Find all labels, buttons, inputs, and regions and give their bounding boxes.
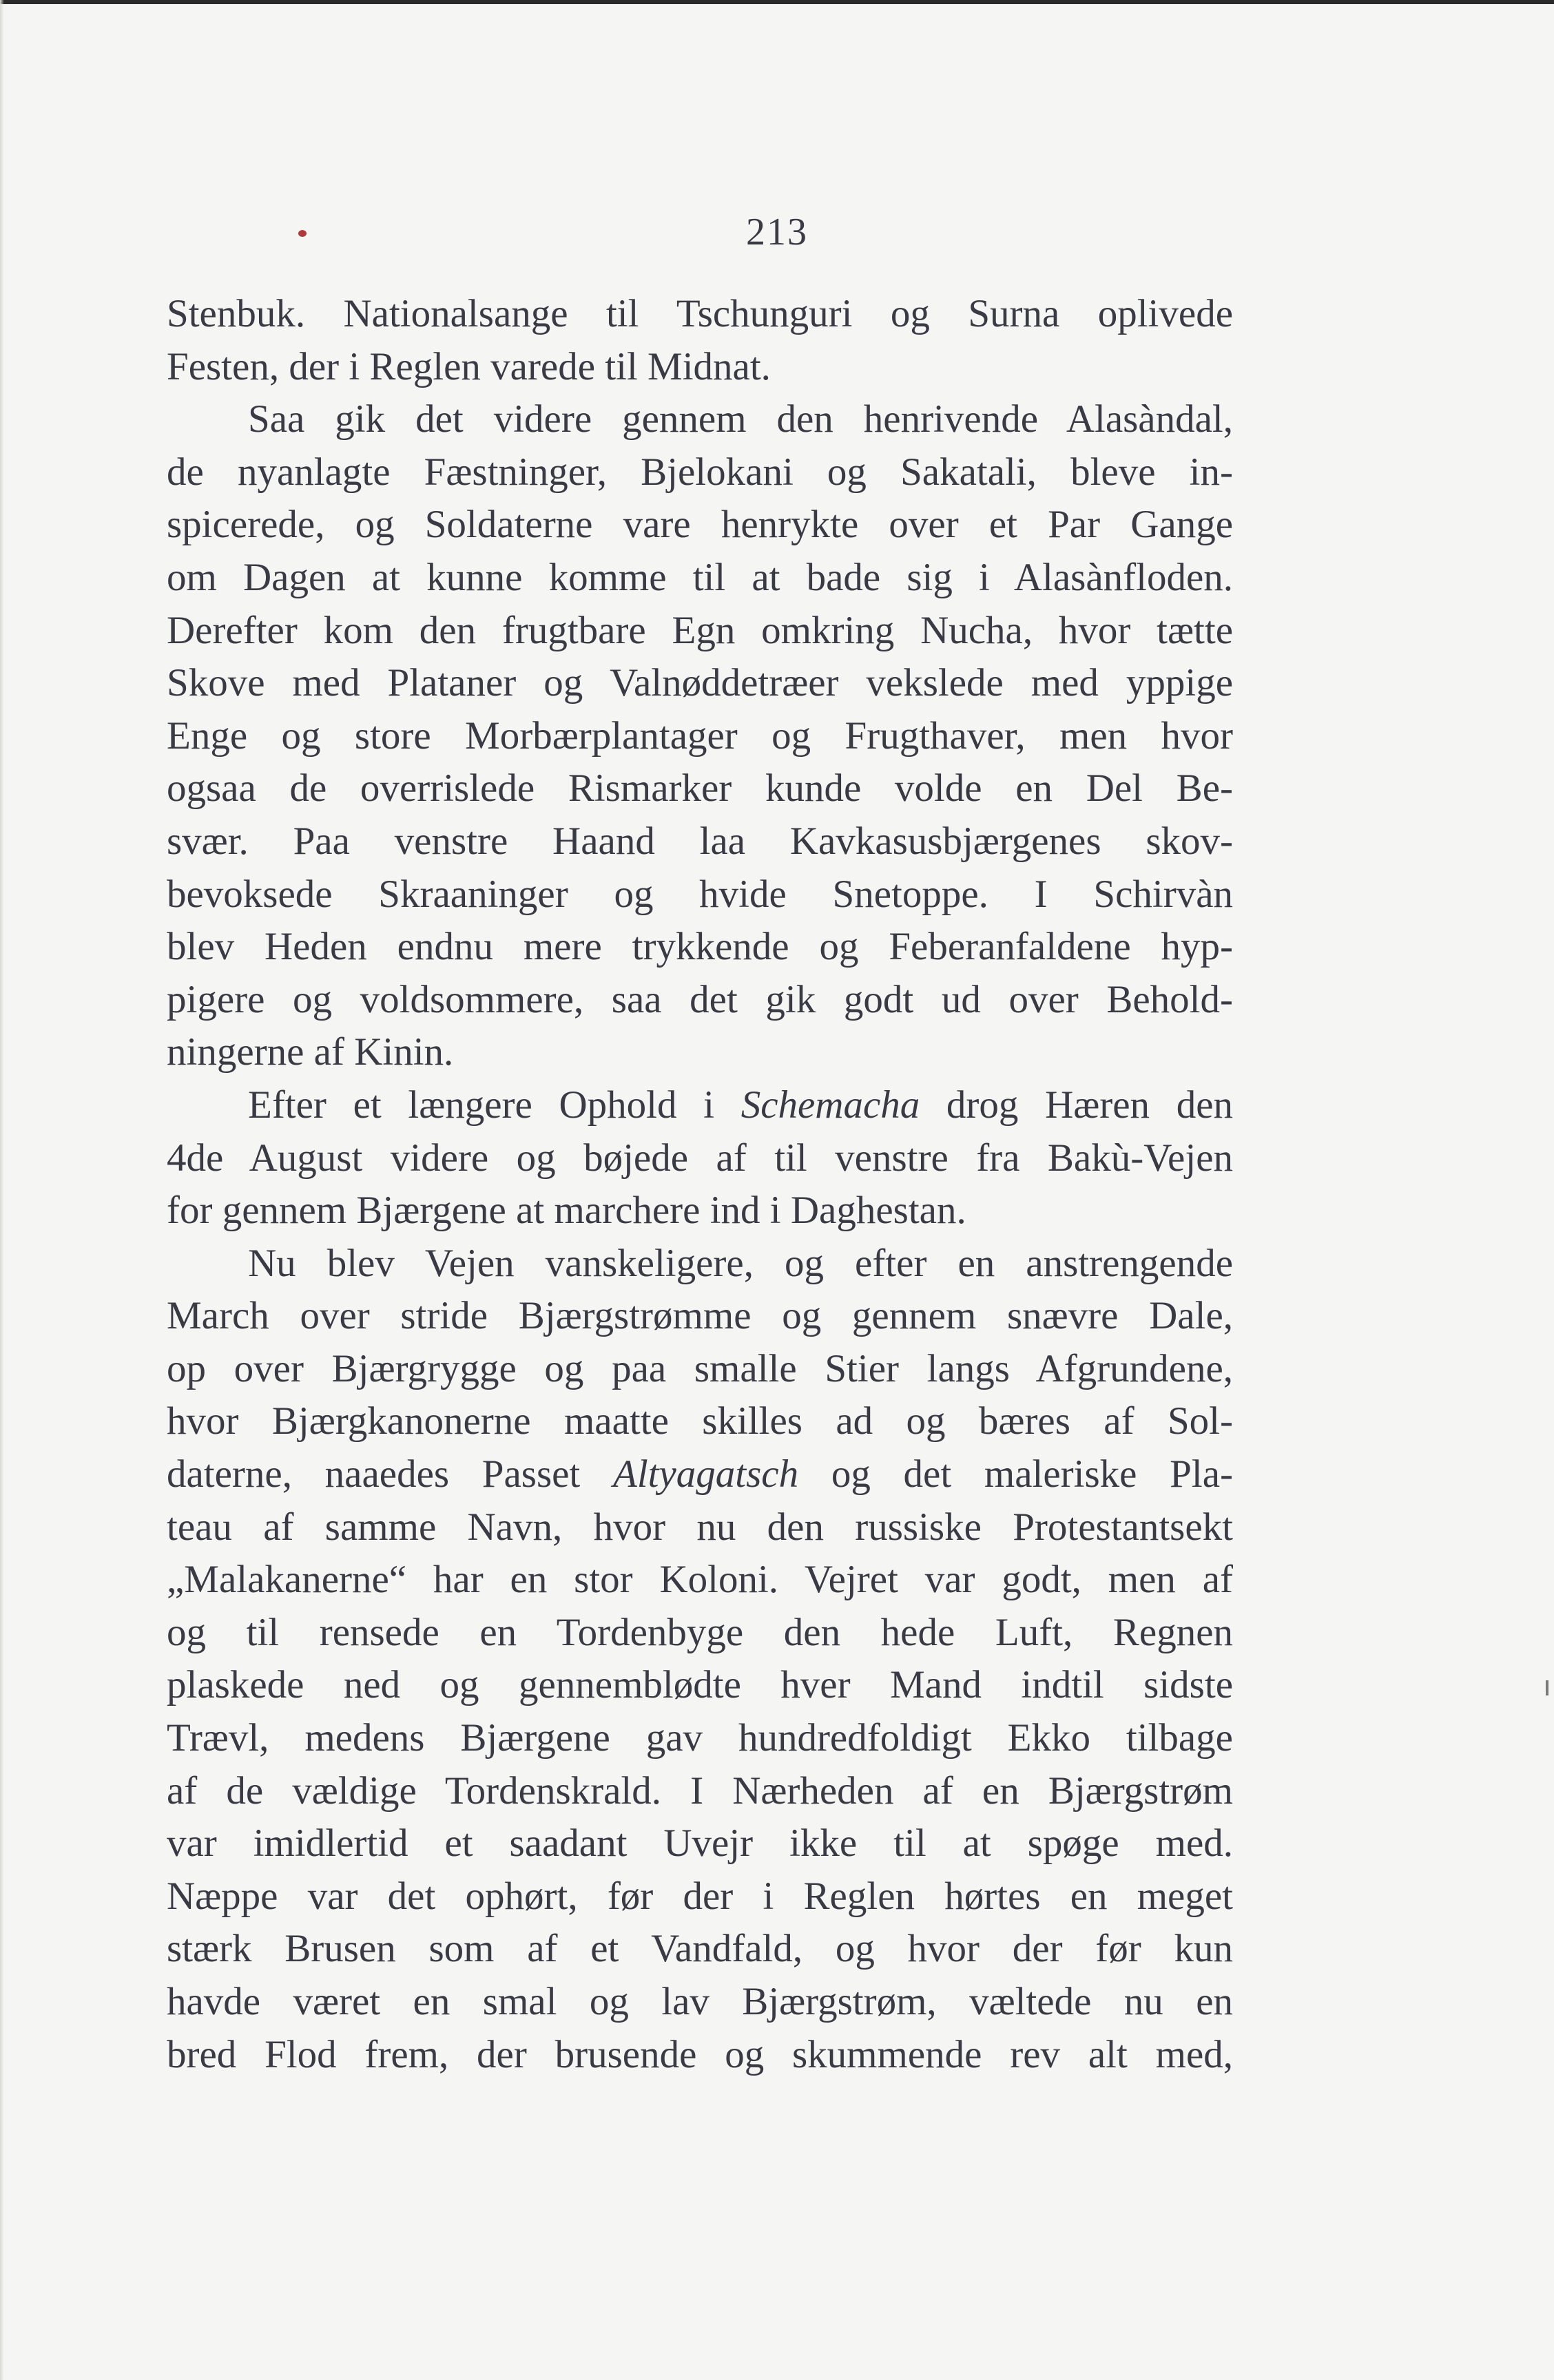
text-line: Stenbuk. Nationalsange til Tschunguri og Surna oplivede xyxy=(167,292,1233,335)
text-line: daterne, naaedes Passet Altyagatsch og det maleriske Pla- xyxy=(167,1452,1233,1496)
text-line: ningerne af Kinin. xyxy=(167,1030,454,1074)
text-line: var imidlertid et saadant Uvejr ikke til at spøge med. xyxy=(167,1821,1233,1866)
text-line: Saa gik det videre gennem den henrivende Alasàndal, xyxy=(248,397,1233,441)
text-line: spicerede, og Soldaterne vare henrykte over et Par Gange xyxy=(167,503,1233,547)
text-line: for gennem Bjærgene at marchere ind i Daghestan. xyxy=(167,1189,966,1233)
text-line: blev Heden endnu mere trykkende og Feberanfaldene hyp- xyxy=(167,925,1233,969)
text-line: Nu blev Vejen vanskeligere, og efter en anstrengende xyxy=(248,1241,1233,1285)
text-line: hvor Bjærgkanonerne maatte skilles ad og bæres af Sol- xyxy=(167,1399,1233,1443)
text-line: plaskede ned og gennemblødte hver Mand indtil sidste xyxy=(167,1663,1233,1707)
text-line: teau af samme Navn, hvor nu den russiske Protestantsekt xyxy=(167,1505,1233,1549)
text-line: havde været en smal og lav Bjærgstrøm, væltede nu en xyxy=(167,1980,1233,2023)
text-line: Festen, der i Reglen varede til Midnat. xyxy=(167,344,771,388)
scan-edge-mark xyxy=(1546,1680,1548,1695)
body-text xyxy=(167,288,1233,2081)
page-number: 213 xyxy=(746,211,808,253)
text-line: af de vældige Tordenskrald. I Nærheden af en Bjærgstrøm xyxy=(167,1768,1233,1813)
text-line: op over Bjærgrygge og paa smalle Stier langs Afgrundene, xyxy=(167,1346,1233,1390)
page-top-edge xyxy=(0,0,1554,4)
text-line: svær. Paa venstre Haand laa Kavkasusbjærgenes skov- xyxy=(167,819,1233,863)
text-line: pigere og voldsommere, saa det gik godt ud over Behold- xyxy=(167,977,1233,1021)
text-line: bevoksede Skraaninger og hvide Snetoppe. I Schirvàn xyxy=(167,872,1233,916)
text-line: Efter et længere Ophold i Schemacha drog Hæren den xyxy=(248,1083,1233,1127)
text-line: om Dagen at kunne komme til at bade sig i Alasànfloden. xyxy=(167,555,1233,599)
text-line: ogsaa de overrislede Rismarker kunde volde en Del Be- xyxy=(167,766,1233,811)
text-line: Trævl, medens Bjærgene gav hundredfoldigt Ekko tilbage xyxy=(167,1716,1233,1760)
text-line: 4de August videre og bøjede af til venstre fra Bakù-Vejen xyxy=(167,1136,1233,1180)
text-line: Skove med Plataner og Valnøddetræer vekslede med yppige xyxy=(167,661,1233,705)
italic-place-name: Altyagatsch xyxy=(613,1452,799,1496)
text-line: Næppe var det ophørt, før der i Reglen hørtes en meget xyxy=(167,1874,1233,1918)
text-line: Derefter kom den frugtbare Egn omkring Nucha, hvor tætte xyxy=(167,608,1233,652)
text-line: de nyanlagte Fæstninger, Bjelokani og Sakatali, bleve in- xyxy=(167,450,1233,494)
text-line: Enge og store Morbærplantager og Frugthaver, men hvor xyxy=(167,713,1233,758)
page-left-shadow xyxy=(0,0,4,2380)
italic-place-name: Schemacha xyxy=(740,1083,920,1127)
text-line: bred Flod frem, der brusende og skummende rev alt med, xyxy=(167,2032,1233,2076)
text-line: stærk Brusen som af et Vandfald, og hvor der før kun xyxy=(167,1927,1233,1971)
text-line: og til rensede en Tordenbyge den hede Luft, Regnen xyxy=(167,1610,1233,1654)
text-line: „Malakanerne“ har en stor Koloni. Vejret var godt, men af xyxy=(167,1558,1233,1602)
text-line: March over stride Bjærgstrømme og gennem snævre Dale, xyxy=(167,1294,1233,1338)
